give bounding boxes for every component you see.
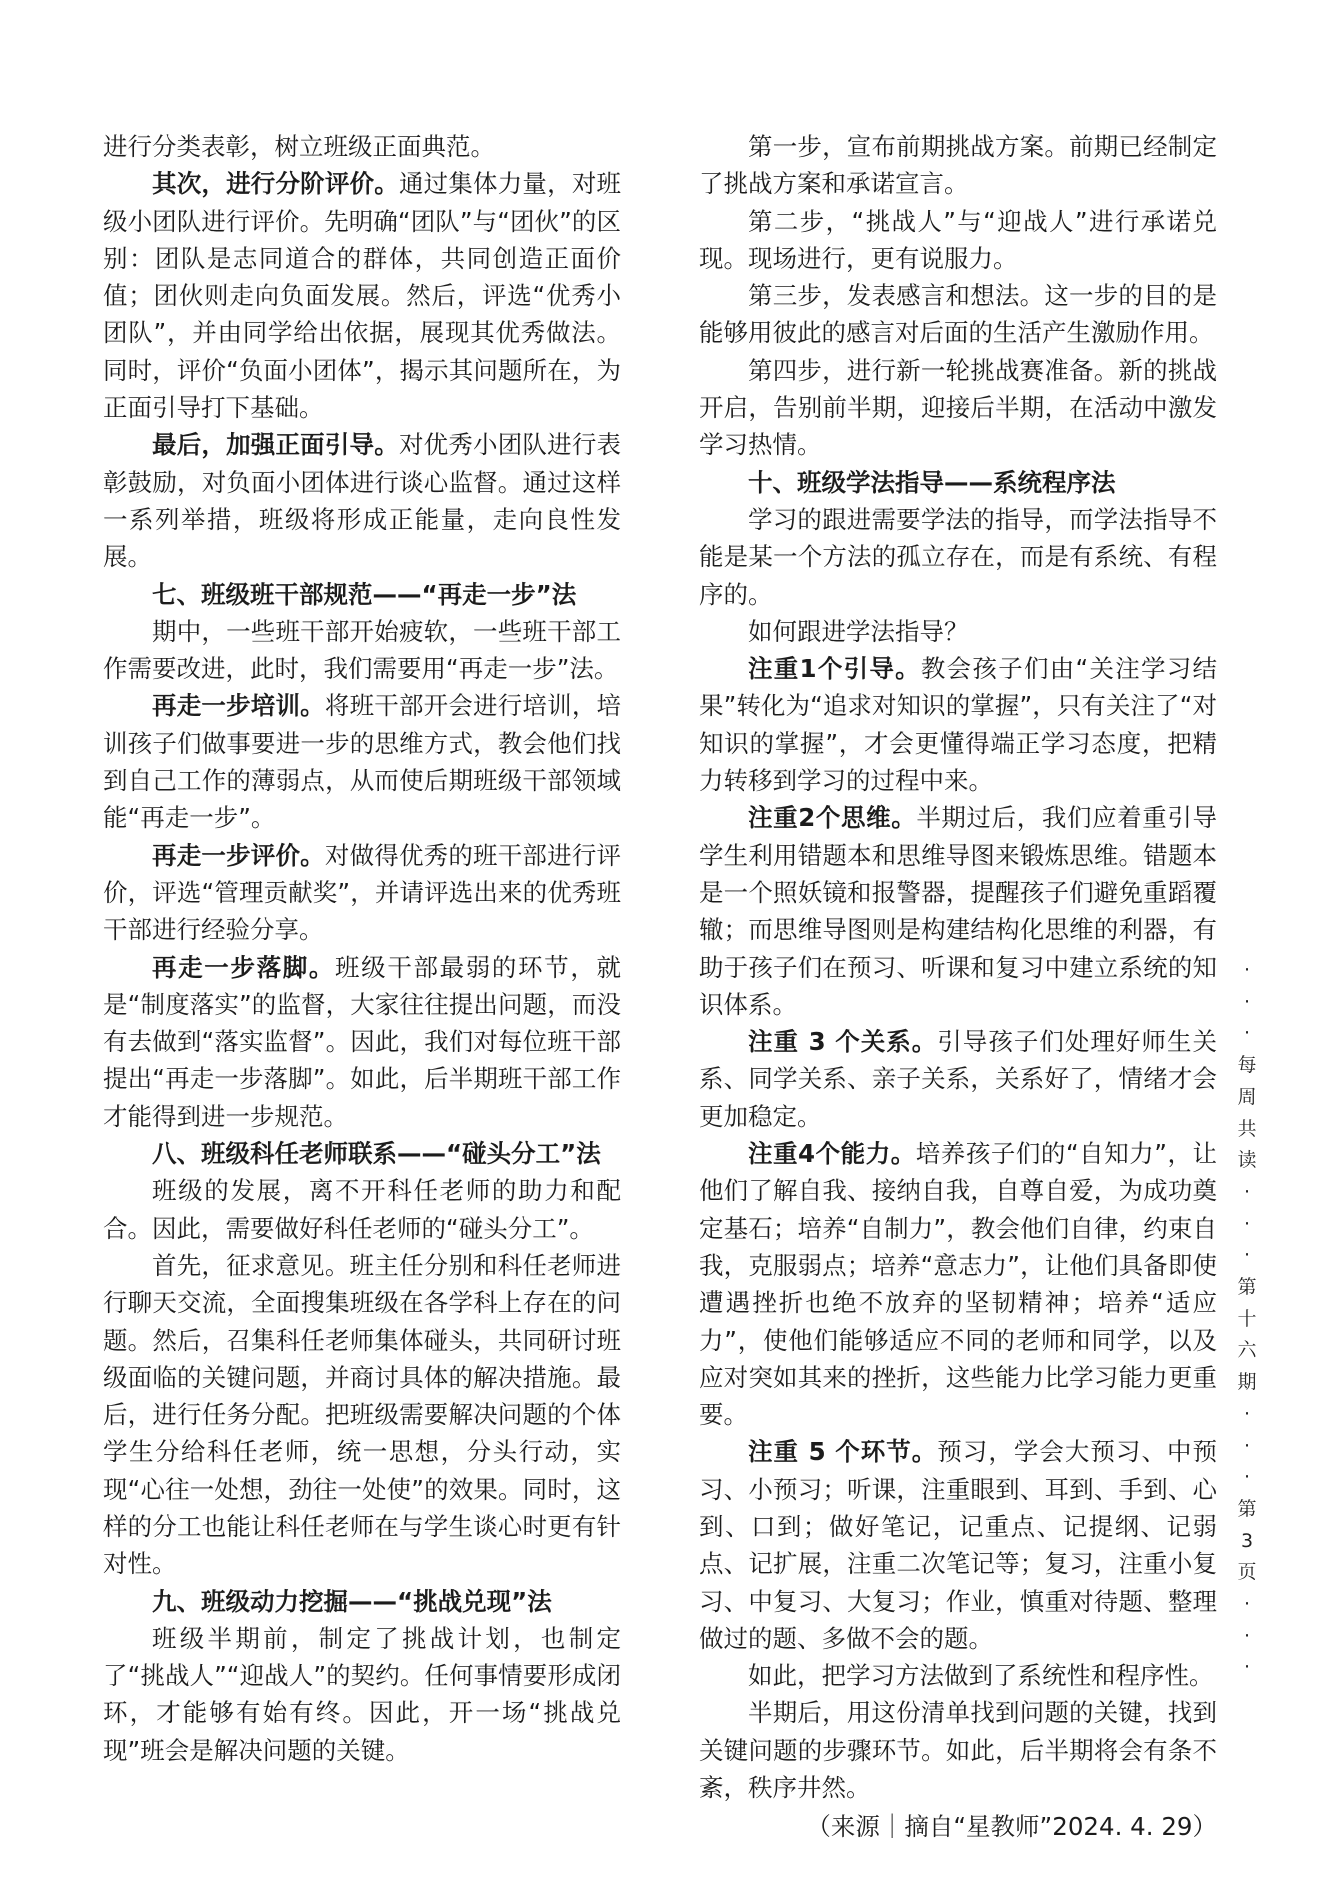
right-column — [699, 128, 1217, 1846]
paragraph: 半期后，用这份清单找到问题的关键，找到关键问题的步骤环节。如此，后半期将会有条不紊，秩序井然。 — [699, 1698, 1217, 1803]
paragraph: 首先，征求意见。班主任分别和科任老师进行聊天交流，全面搜集班级在各学科上存在的问题。然后，召集科任老师集体碰头，共同研讨班级面临的关键问题，并商讨具体的解决措施。最后，进行任务分配。把班级需要解决问题的个体学生分给科任老师，统一思想，分头行动，实现“心往一处想，劲往一处使”的效果。同时，这样的分工也能让科任老师在与学生谈心时更有针对性。 — [103, 1250, 621, 1579]
paragraph: 如何跟进学法指导？ — [748, 616, 969, 646]
sidebar-char: · — [1243, 1624, 1251, 1647]
paragraph-body: 将班干部开会进行培训，培训孩子们做事要进一步的思维方式，教会他们找到自己工作的薄弱点，从而使后期班级干部领域能“再走一步”。 — [103, 691, 622, 833]
paragraph: 班级的发展，离不开科任老师的助力和配合。因此，需要做好科任老师的“碰头分工”。 — [103, 1176, 621, 1243]
paragraph: 第四步，进行新一轮挑战赛准备。新的挑战开启，告别前半期，迎接后半期，在活动中激发学习热情。 — [699, 355, 1217, 460]
paragraph — [699, 799, 1217, 1023]
paragraph-lead: 注重 3 个关系。 — [748, 1027, 938, 1057]
sidebar-char: · — [1243, 1212, 1251, 1235]
paragraph-lead: 最后，加强正面引导。 — [152, 430, 399, 460]
sidebar-char: · — [1243, 1593, 1251, 1616]
sidebar-char: · — [1243, 959, 1251, 981]
sidebar-char: · — [1243, 1180, 1251, 1203]
sidebar-char: 页 — [1237, 1561, 1257, 1584]
section-heading-7: 七、班级班干部规范——“再走一步”法 — [152, 579, 577, 609]
sidebar-char: 周 — [1237, 1085, 1257, 1108]
sidebar-char: 期 — [1237, 1371, 1257, 1394]
sidebar-char: · — [1243, 1466, 1251, 1489]
source-citation: （来源｜摘自“星教师”2024. 4. 29） — [806, 1812, 1217, 1842]
sidebar-char: 共 — [1237, 1117, 1257, 1140]
paragraph-body: 对做得优秀的班干部进行评价，评选“管理贡献奖”，并请评选出来的优秀班干部进行经验分享。 — [103, 840, 622, 945]
paragraph — [699, 650, 1217, 799]
paragraph: 第一步，宣布前期挑战方案。前期已经制定了挑战方案和承诺宣言。 — [699, 132, 1217, 199]
paragraph-lead: 再走一步落脚。 — [152, 952, 336, 982]
paragraph-body: 教会孩子们由“关注学习结果”转化为“追求对知识的掌握”，只有关注了“对知识的掌握”，才会更懂得端正学习态度，把精力转移到学习的过程中来。 — [699, 654, 1218, 796]
paragraph-body: 班级干部最弱的环节，就是“制度落实”的监督，大家往往提出问题，而没有去做到“落实监督”。因此，我们对每位班干部提出“再走一步落脚”。如此，后半期班干部工作才能得到进一步规范。 — [103, 952, 622, 1131]
paragraph-lead: 注重4个能力。 — [748, 1139, 916, 1169]
sidebar-char: 第 — [1237, 1497, 1257, 1520]
sidebar-page-marker — [1236, 955, 1258, 1684]
left-column — [103, 128, 621, 1769]
paragraph-lead: 注重2个思维。 — [748, 803, 917, 833]
sidebar-char: 六 — [1237, 1339, 1257, 1362]
paragraph — [103, 426, 621, 575]
paragraph: 第二步，“挑战人”与“迎战人”进行承诺兑现。现场进行，更有说服力。 — [699, 206, 1217, 273]
paragraph-lead: 注重1个引导。 — [748, 654, 921, 684]
paragraph-lead: 注重 5 个环节。 — [748, 1437, 938, 1467]
paragraph: 班级半期前，制定了挑战计划，也制定了“挑战人”“迎战人”的契约。任何事情要形成闭环，才能够有始有终。因此，开一场“挑战兑现”班会是解决问题的关键。 — [103, 1623, 621, 1765]
paragraph: 如此，把学习方法做到了系统性和程序性。 — [748, 1661, 1214, 1691]
sidebar-char: · — [1243, 1402, 1251, 1425]
paragraph-body: 半期过后，我们应着重引导学生利用错题本和思维导图来锻炼思维。错题本是一个照妖镜和报警器，提醒孩子们避免重蹈覆辙；而思维导图则是构建结构化思维的利器，有助于孩子们在预习、听课和复习中建立系统的知识体系。 — [699, 803, 1218, 1019]
sidebar-char: 第 — [1237, 1276, 1257, 1299]
paragraph-lead: 再走一步评价。 — [152, 840, 325, 870]
section-heading-8: 八、班级科任老师联系——“碰头分工”法 — [152, 1139, 601, 1169]
paragraph-body: 通过集体力量，对班级小团队进行评价。先明确“团队”与“团伙”的区别：团队是志同道合的群体，共同创造正面价值；团伙则走向负面发展。然后，评选“优秀小团队”，并由同学给出依据，展现其优秀做法。同时，评价“负面小团体”，揭示其问题所在，为正面引导打下基础。 — [103, 169, 622, 423]
sidebar-char: · — [1243, 1244, 1251, 1267]
paragraph-lead: 其次，进行分阶评价。 — [152, 169, 399, 199]
sidebar-char: · — [1243, 1022, 1251, 1045]
paragraph: 期中，一些班干部开始疲软，一些班干部工作需要改进，此时，我们需要用“再走一步”法。 — [103, 616, 621, 684]
paragraph — [103, 837, 621, 949]
paragraph — [103, 949, 621, 1135]
sidebar-char: · — [1243, 1656, 1251, 1679]
section-heading-10: 十、班级学法指导——系统程序法 — [748, 467, 1116, 497]
paragraph — [699, 1023, 1217, 1135]
paragraph: 进行分类表彰，树立班级正面典范。 — [103, 132, 495, 161]
paragraph-body: 引导孩子们处理好师生关系、同学关系、亲子关系，关系好了，情绪才会更加稳定。 — [699, 1027, 1217, 1131]
paragraph-lead: 再走一步培训。 — [152, 691, 325, 721]
paragraph — [699, 1433, 1217, 1657]
paragraph — [103, 165, 621, 426]
section-heading-9: 九、班级动力挖掘——“挑战兑现”法 — [152, 1586, 552, 1616]
sidebar-char: 读 — [1237, 1149, 1257, 1172]
paragraph — [103, 687, 621, 836]
paragraph — [699, 1135, 1217, 1433]
sidebar-char: 十 — [1237, 1307, 1257, 1330]
paragraph: 学习的跟进需要学法的指导，而学法指导不能是某一个方法的孤立存在，而是有系统、有程序的。 — [699, 504, 1217, 609]
paragraph-body: 培养孩子们的“自知力”，让他们了解自我、接纳自我，自尊自爱，为成功奠定基石；培养“自制力”，教会他们自律，约束自我，克服弱点；培养“意志力”，让他们具备即使遭遇挫折也绝不放弃的坚韧精神；培养“适应力”，使他们能够适应不同的老师和同学，以及应对突如其来的挫折，这些能力比学习能力更重要。 — [699, 1139, 1218, 1430]
paragraph-body: 预习，学会大预习、中预习、小预习；听课，注重眼到、耳到、手到、心到、口到；做好笔记，记重点、记提纲、记弱点、记扩展，注重二次笔记等；复习，注重小复习、中复习、大复习；作业，慎重对待题、整理做过的题、多做不会的题。 — [699, 1437, 1217, 1653]
paragraph-body: 对优秀小团队进行表彰鼓励，对负面小团体进行谈心监督。通过这样一系列举措，班级将形成正能量，走向良性发展。 — [103, 430, 622, 572]
sidebar-char: · — [1243, 1434, 1251, 1457]
sidebar-char: 每 — [1237, 1054, 1257, 1077]
sidebar-char: 3 — [1240, 1529, 1254, 1552]
paragraph: 第三步，发表感言和想法。这一步的目的是能够用彼此的感言对后面的生活产生激励作用。 — [699, 281, 1217, 348]
sidebar-char: · — [1243, 990, 1251, 1013]
